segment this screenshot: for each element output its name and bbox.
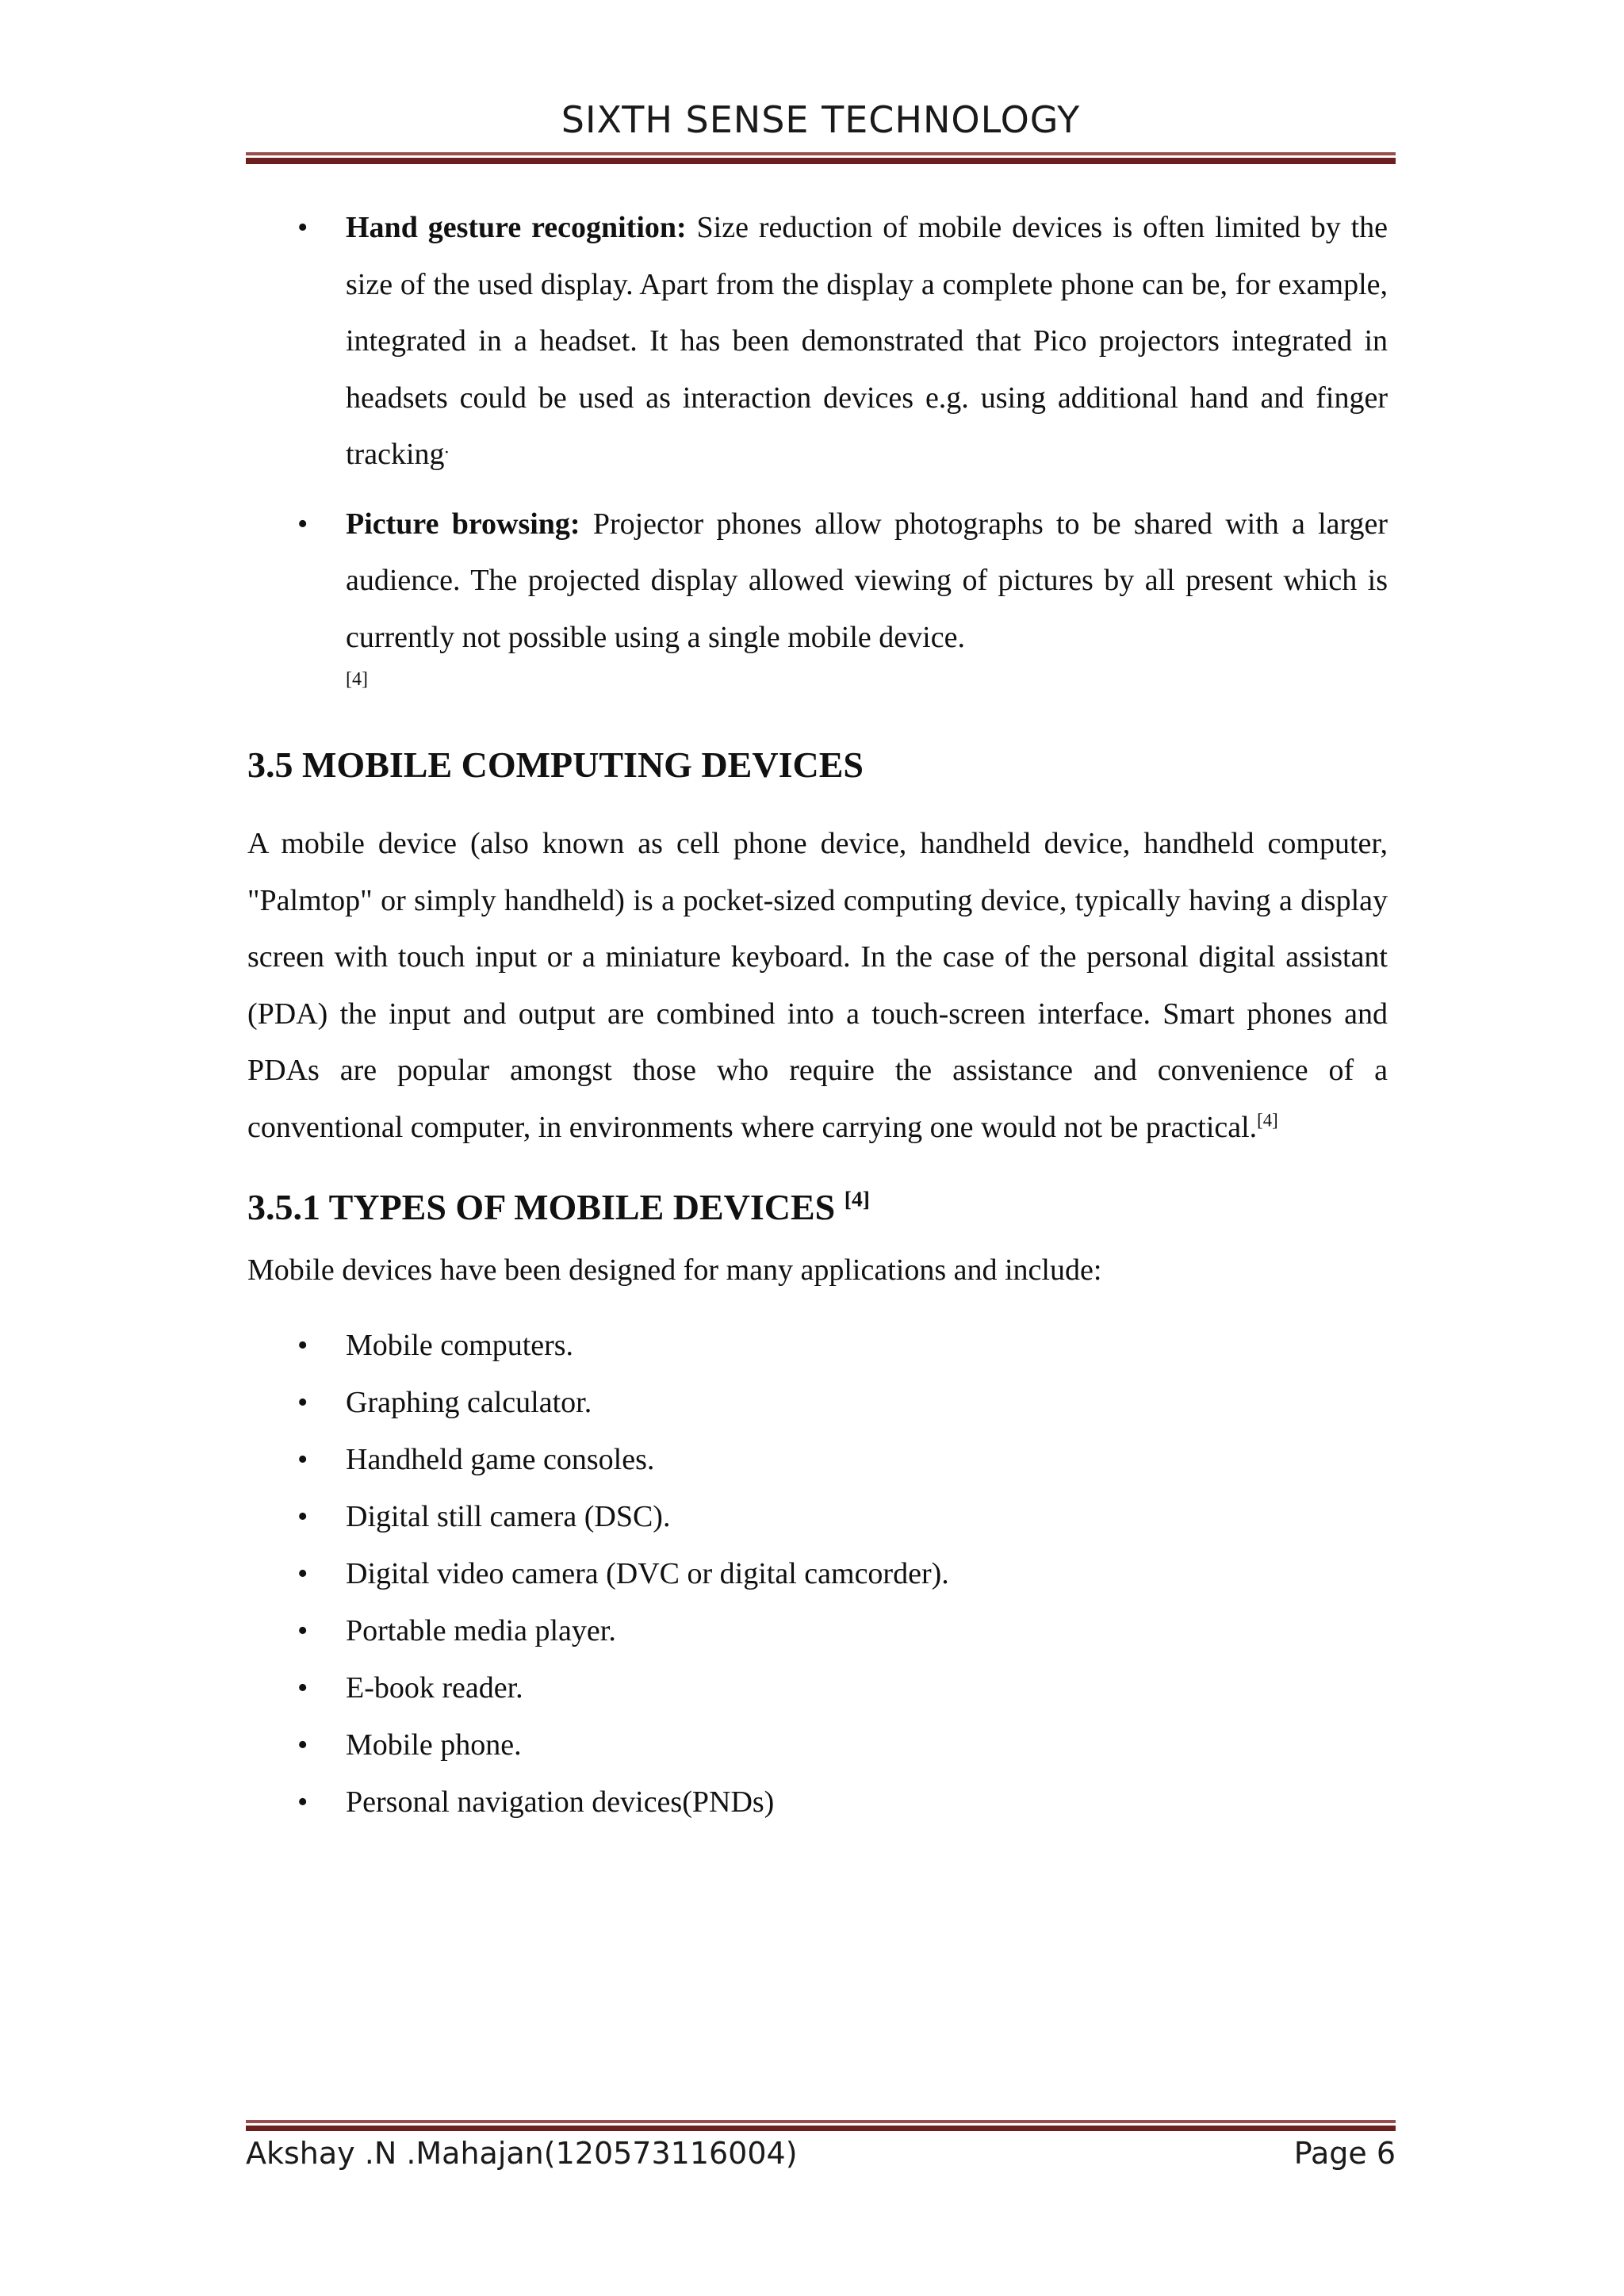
bullet-trail: . [444, 437, 450, 457]
running-footer [246, 2136, 1396, 2172]
bullet-text: Size reduction of mobile devices is often limited by the size of the used display. Apart from the display a complete phone can be, for example, integrated in a headset. It has been demonstrated that Pico projectors integrated in headsets could be used as interaction devices e.g. using additional hand and finger tracking [346, 211, 1388, 471]
bullet-icon: • [297, 1785, 308, 1819]
bullet-icon: • [297, 1556, 308, 1590]
list-item-text: Graphing calculator. [346, 1385, 592, 1419]
device-types-list [247, 1317, 1388, 1831]
bullet-icon: • [297, 1328, 308, 1362]
reference-marker: [4] [1257, 1109, 1278, 1130]
bullet-icon: • [297, 1499, 308, 1533]
list-item [247, 1602, 1388, 1659]
bullet-term: Picture browsing: [346, 507, 580, 541]
bullet-icon: • [297, 1442, 308, 1476]
intro-bullet-list [247, 200, 1388, 693]
list-item [247, 1716, 1388, 1774]
header-rule [246, 152, 1396, 164]
reference-marker: [4] [844, 1186, 870, 1211]
subsection-heading [247, 1186, 1388, 1228]
page-content [247, 200, 1388, 1831]
list-item [247, 1545, 1388, 1602]
list-item-text: Mobile phone. [346, 1728, 522, 1762]
paragraph-text: A mobile device (also known as cell phone device, handheld device, handheld computer, "Palmtop" or simply handheld) is a pocket-sized computing device, typically having a display screen with touch input or a miniature keyboard. In the case of the personal digital assistant (PDA) the input and output are combined into a touch-screen interface. Smart phones and PDAs are popular amongst those who require the assistance and convenience of a conventional computer, in environments where carrying one would not be practical. [247, 827, 1388, 1144]
bullet-icon: • [297, 1728, 308, 1762]
running-header: SIXTH SENSE TECHNOLOGY [561, 98, 1081, 141]
list-item-text: Digital still camera (DSC). [346, 1499, 671, 1533]
bullet-icon: • [297, 1613, 308, 1647]
subsection-intro: Mobile devices have been designed for many applications and include: [247, 1253, 1102, 1287]
bullet-icon: • [297, 1670, 308, 1705]
list-item [247, 1317, 1388, 1374]
list-item-text: Portable media player. [346, 1613, 616, 1647]
list-item [247, 1488, 1388, 1545]
list-item-text: Handheld game consoles. [346, 1442, 655, 1476]
section-heading: 3.5 MOBILE COMPUTING DEVICES [247, 744, 864, 785]
bullet-icon: • [297, 507, 308, 541]
bullet-icon: • [297, 211, 308, 244]
page-number: Page 6 [1293, 2136, 1396, 2171]
list-item [247, 200, 1388, 484]
reference-marker: [4] [346, 669, 368, 690]
list-item [247, 496, 1388, 694]
footer-author: Akshay .N .Mahajan(120573116004) [246, 2136, 798, 2171]
list-item-text: Personal navigation devices(PNDs) [346, 1785, 775, 1819]
list-item-text: Mobile computers. [346, 1328, 574, 1362]
section-paragraph [247, 816, 1388, 1156]
bullet-term: Hand gesture recognition: [346, 211, 687, 244]
bullet-icon: • [297, 1385, 308, 1419]
list-item [247, 1431, 1388, 1488]
list-item [247, 1774, 1388, 1831]
bullet-text: Projector phones allow photographs to be shared with a larger audience. The projected display allowed viewing of pictures by all present which is currently not possible using a single mobile device. [346, 507, 1388, 654]
subsection-heading-text: 3.5.1 TYPES OF MOBILE DEVICES [247, 1187, 845, 1227]
footer-rule [246, 2120, 1396, 2131]
list-item-text: Digital video camera (DVC or digital camcorder). [346, 1556, 949, 1590]
list-item [247, 1374, 1388, 1431]
list-item-text: E-book reader. [346, 1670, 523, 1705]
list-item [247, 1659, 1388, 1716]
